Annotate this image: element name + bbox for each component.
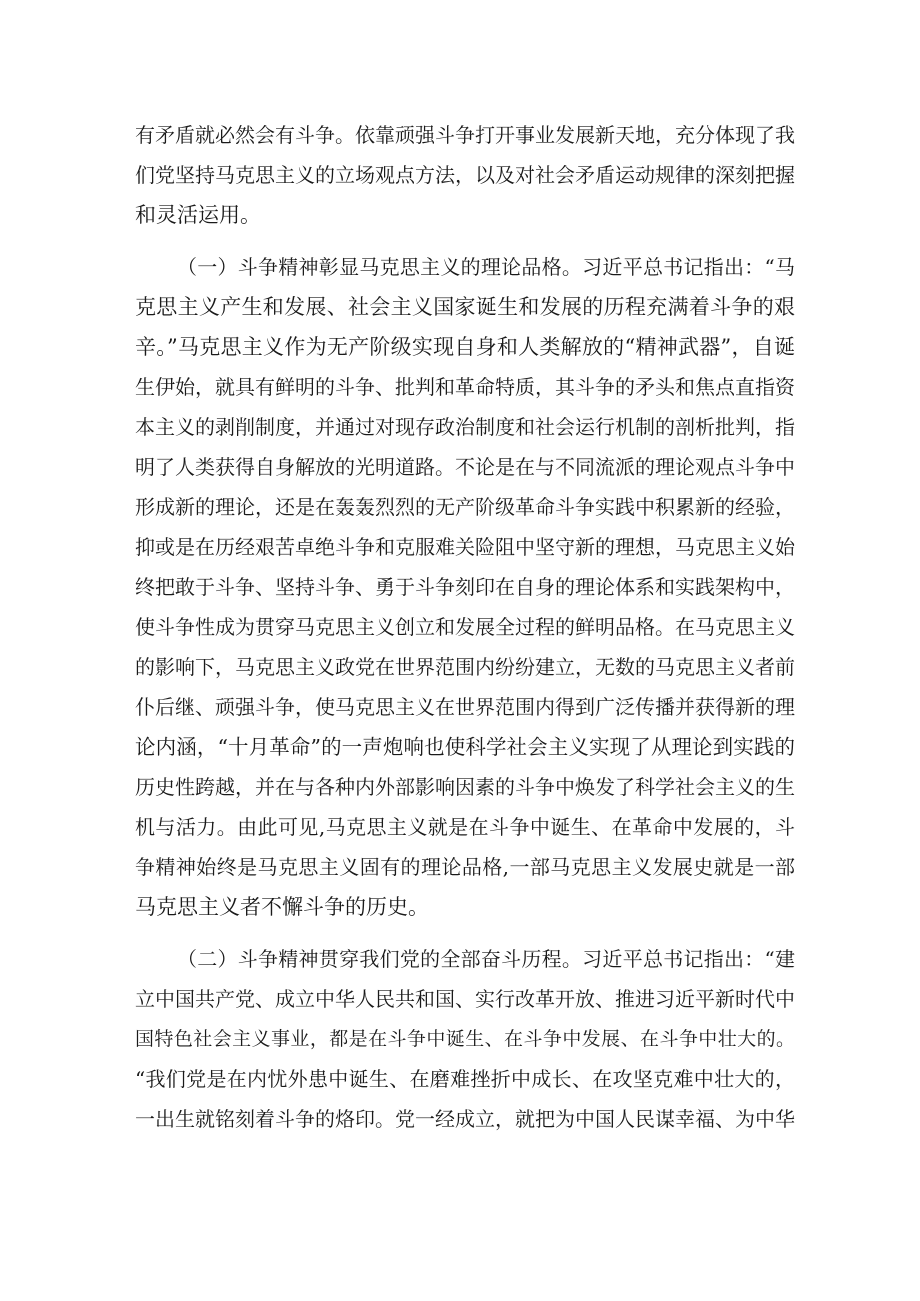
text-line: 争精神始终是马克思主义固有的理论品格,一部马克思主义发展史就是一部 — [135, 855, 795, 879]
text-line: 使斗争性成为贯穿马克思主义创立和发展全过程的鲜明品格。在马克思主义 — [135, 615, 795, 639]
text-line: 机与活力。由此可见,马克思主义就是在斗争中诞生、在革命中发展的，斗 — [135, 815, 795, 839]
text-line: 形成新的理论，还是在轰轰烈烈的无产阶级革命斗争实践中积累新的经验， — [135, 495, 795, 519]
text-line: “我们党是在内忧外患中诞生、在磨难挫折中成长、在攻坚克难中壮大的， — [135, 1067, 795, 1091]
text-line: 国特色社会主义事业，都是在斗争中诞生、在斗争中发展、在斗争中壮大的。 — [135, 1028, 795, 1050]
text-line: 终把敢于斗争、坚持斗争、勇于斗争刻印在自身的理论体系和实践架构中， — [135, 575, 795, 599]
text-line: 一出生就铭刻着斗争的烙印。党一经成立，就把为中国人民谋幸福、为中华 — [135, 1107, 795, 1131]
text-line: 历史性跨越，并在与各种内外部影响因素的斗争中焕发了科学社会主义的生 — [135, 775, 795, 799]
text-line: 和灵活运用。 — [135, 203, 261, 227]
text-line: 抑或是在历经艰苦卓绝斗争和克服难关险阻中坚守新的理想，马克思主义始 — [135, 535, 795, 559]
text-line: 克思主义产生和发展、社会主义国家诞生和发展的历程充满着斗争的艰 — [135, 295, 795, 319]
text-line: 仆后继、顽强斗争，使马克思主义在世界范围内得到广泛传播并获得新的理 — [135, 695, 795, 719]
text-line: 的影响下，马克思主义政党在世界范围内纷纷建立，无数的马克思主义者前 — [135, 655, 795, 679]
text-line: 辛。”马克思主义作为无产阶级实现自身和人类解放的“精神武器”，自诞 — [135, 335, 795, 359]
text-line: 们党坚持马克思主义的立场观点方法，以及对社会矛盾运动规律的深刻把握 — [135, 163, 795, 187]
text-line: 有矛盾就必然会有斗争。依靠顽强斗争打开事业发展新天地，充分体现了我 — [135, 123, 795, 147]
text-line: 本主义的剥削制度，并通过对现存政治制度和社会运行机制的剖析批判，指 — [135, 415, 795, 439]
section-heading-line: （一）斗争精神彰显马克思主义的理论品格。习近平总书记指出：“马 — [177, 255, 795, 279]
text-line: 明了人类获得自身解放的光明道路。不论是在与不同流派的理论观点斗争中 — [135, 455, 795, 479]
text-line: 立中国共产党、成立中华人民共和国、实行改革开放、推进习近平新时代中 — [135, 987, 795, 1011]
text-line: 马克思主义者不懈斗争的历史。 — [135, 895, 429, 919]
text-line: 论内涵，“十月革命”的一声炮响也使科学社会主义实现了从理论到实践的 — [135, 735, 795, 759]
text-line: 生伊始，就具有鲜明的斗争、批判和革命特质，其斗争的矛头和焦点直指资 — [135, 375, 795, 399]
section-heading-line: （二）斗争精神贯穿我们党的全部奋斗历程。习近平总书记指出：“建 — [177, 947, 795, 971]
